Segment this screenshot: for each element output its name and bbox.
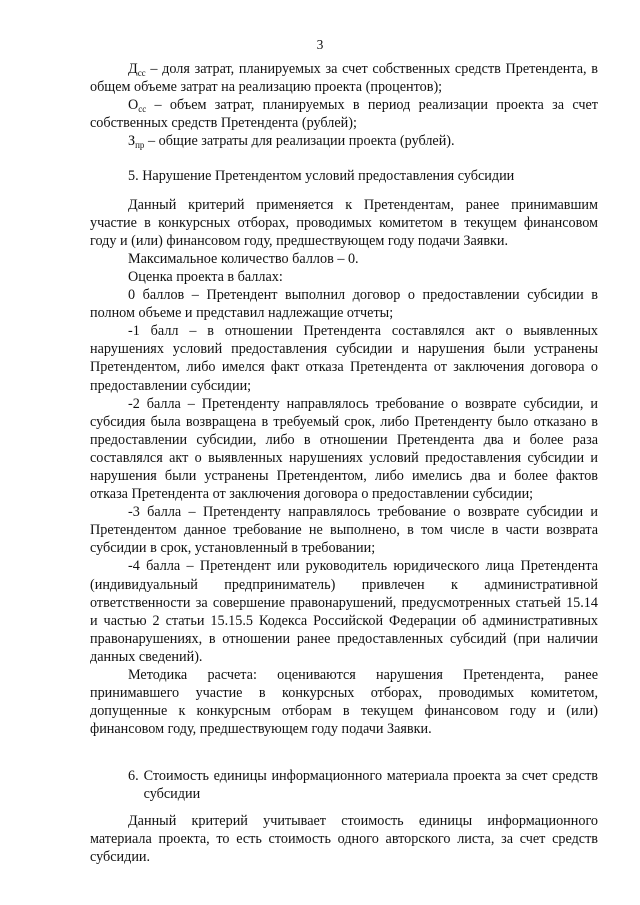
document-body: [90, 60, 598, 866]
definition-zpr: $З_{пр}$ – общие затраты для реализации проекта (рублей).: [128, 133, 455, 151]
section-6-title: Стоимость единицы информационного материала проекта за счет средств субсидии: [143, 768, 598, 803]
section-5-paragraph: Данный критерий применяется к Претендентам, ранее принимавшим участие в конкурсных отборах, проводимых комитетом в текущем финансовом году и (или) финансовом году, предшествующем году подачи Заявки.: [90, 196, 598, 249]
section-6-heading: [90, 767, 598, 803]
score-item-minus-1: -1 балл – в отношении Претендента составлялся акт о выявленных нарушениях условий предоставления субсидии и нарушения были устранены Претендентом, либо имелся факт отказа Претендента от заключения договора о предоставлении субсидии;: [90, 323, 598, 394]
page-number: 3: [316, 37, 324, 52]
score-item-minus-3: -3 балла – Претенденту направлялось требование о возврате субсидии и Претендентом данное требование не выполнено, в том числе в части возврата субсидии в срок, установленный в требовании;: [90, 504, 598, 557]
section-5-heading: 5. Нарушение Претендентом условий предоставления субсидии: [128, 168, 515, 185]
section-6-paragraph: Данный критерий учитывает стоимость единицы информационного материала проекта, то есть стоимость одного авторского листа, за счет средств субсидии.: [90, 812, 598, 865]
section-5-paragraph: Оценка проекта в баллах:: [128, 268, 283, 285]
variable-symbol: $О_{сс}$: [128, 97, 147, 115]
definition-dss: $Д_{сс}$ – доля затрат, планируемых за счет собственных средств Претендента, в общем объеме затрат на реализацию проекта (процентов);: [90, 61, 598, 96]
score-item-minus-2: -2 балла – Претенденту направлялось требование о возврате субсидии, и субсидия была возвращена в требуемый срок, либо Претенденту было отказано в предоставлении субсидии, либо в отношении Претендента два и более раза составлялся акт о выявленных нарушениях условий предоставления субсидии и нарушения были устранены Претендентом, либо имелись два и более фактов отказа Претендента от заключения договора о предоставлении субсидии;: [90, 395, 598, 503]
section-5-paragraph: Максимальное количество баллов – 0.: [128, 250, 359, 267]
score-item-minus-4: -4 балла – Претендент или руководитель юридического лица Претендента (индивидуальный предприниматель) привлечен к административной ответственности за совершение правонарушений, предусмотренных статьей 15.14 и частью 2 статьи 15.15.5 Кодекса Российской Федерации об административных правонарушениях, в отношении ранее предоставленных субсидий (при наличии данных сведений).: [90, 558, 598, 665]
score-item-0: 0 баллов – Претендент выполнил договор о предоставлении субсидии в полном объеме и представил надлежащие отчеты;: [90, 287, 598, 322]
variable-symbol: $Д_{сс}$: [128, 61, 146, 78]
variable-symbol: $З_{пр}$: [128, 133, 145, 151]
definition-oss: $О_{сс}$ – объем затрат, планируемых в период реализации проекта за счет собственных средств Претендента (рублей);: [90, 97, 598, 132]
calculation-method-paragraph: Методика расчета: оцениваются нарушения Претендента, ранее принимавшего участие в конкурсных отборах, проводимых комитетом, допущенные к конкурсным отборам в текущем финансовом году и (или) финансовом году, предшествующем году подачи Заявки.: [90, 667, 598, 738]
section-6-number: 6.: [128, 768, 139, 785]
